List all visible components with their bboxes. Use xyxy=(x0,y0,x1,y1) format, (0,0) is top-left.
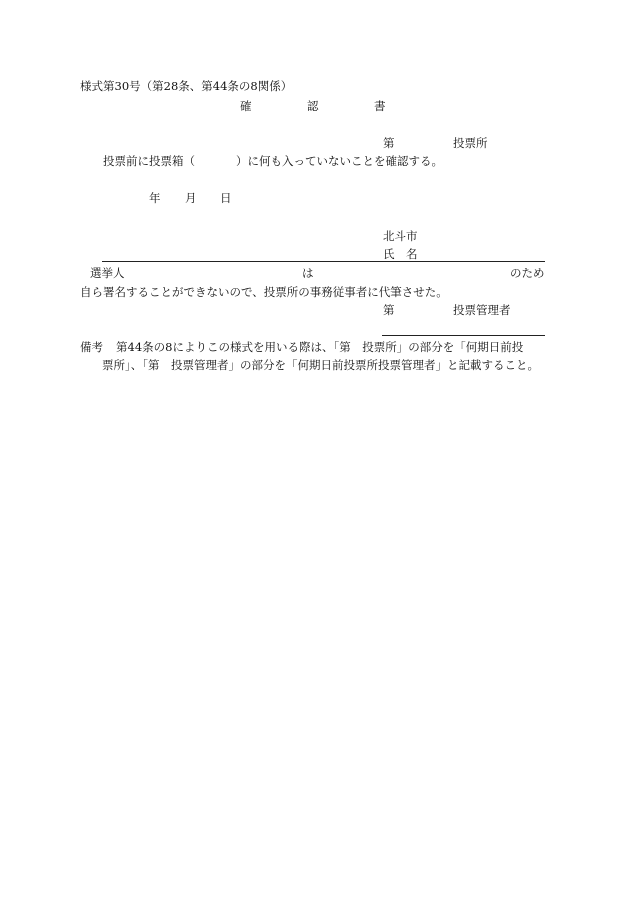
date-month-label: 月 xyxy=(185,191,197,205)
reason-suffix: のため xyxy=(510,266,545,280)
date-year-label: 年 xyxy=(149,191,161,205)
polling-manager-label: 投票管理者 xyxy=(453,303,511,317)
city-label: 北斗市 xyxy=(383,229,418,243)
manager-signature-underline xyxy=(382,335,545,336)
title-char-3: 書 xyxy=(374,99,386,113)
name-label: 氏 名 xyxy=(383,247,418,261)
date-day-label: 日 xyxy=(220,191,232,205)
title-char-1: 確 xyxy=(240,99,252,113)
title-char-2: 認 xyxy=(307,99,319,113)
station-number-label: 第 xyxy=(383,136,395,150)
note-line-1: 第44条の8によりこの様式を用いる際は、「第 投票所」の部分を「何期日前投 xyxy=(116,340,524,354)
statement-suffix: ）に何も入っていないことを確認する。 xyxy=(236,154,443,168)
polling-station-label: 投票所 xyxy=(453,136,488,150)
statement-prefix: 投票前に投票箱（ xyxy=(103,154,195,168)
manager-number-label: 第 xyxy=(383,303,395,317)
voter-label: 選挙人 xyxy=(90,266,125,280)
note-label: 備考 xyxy=(80,340,103,354)
voter-particle: は xyxy=(302,266,314,280)
form-number-header: 様式第30号（第28条、第44条の8関係） xyxy=(80,79,293,93)
note-line-2: 票所」、「第 投票管理者」の部分を「何期日前投票所投票管理者」と記載すること。 xyxy=(102,358,539,372)
proxy-sentence: 自ら署名することができないので、投票所の事務従事者に代筆させた。 xyxy=(80,285,448,299)
signature-underline xyxy=(102,261,545,262)
